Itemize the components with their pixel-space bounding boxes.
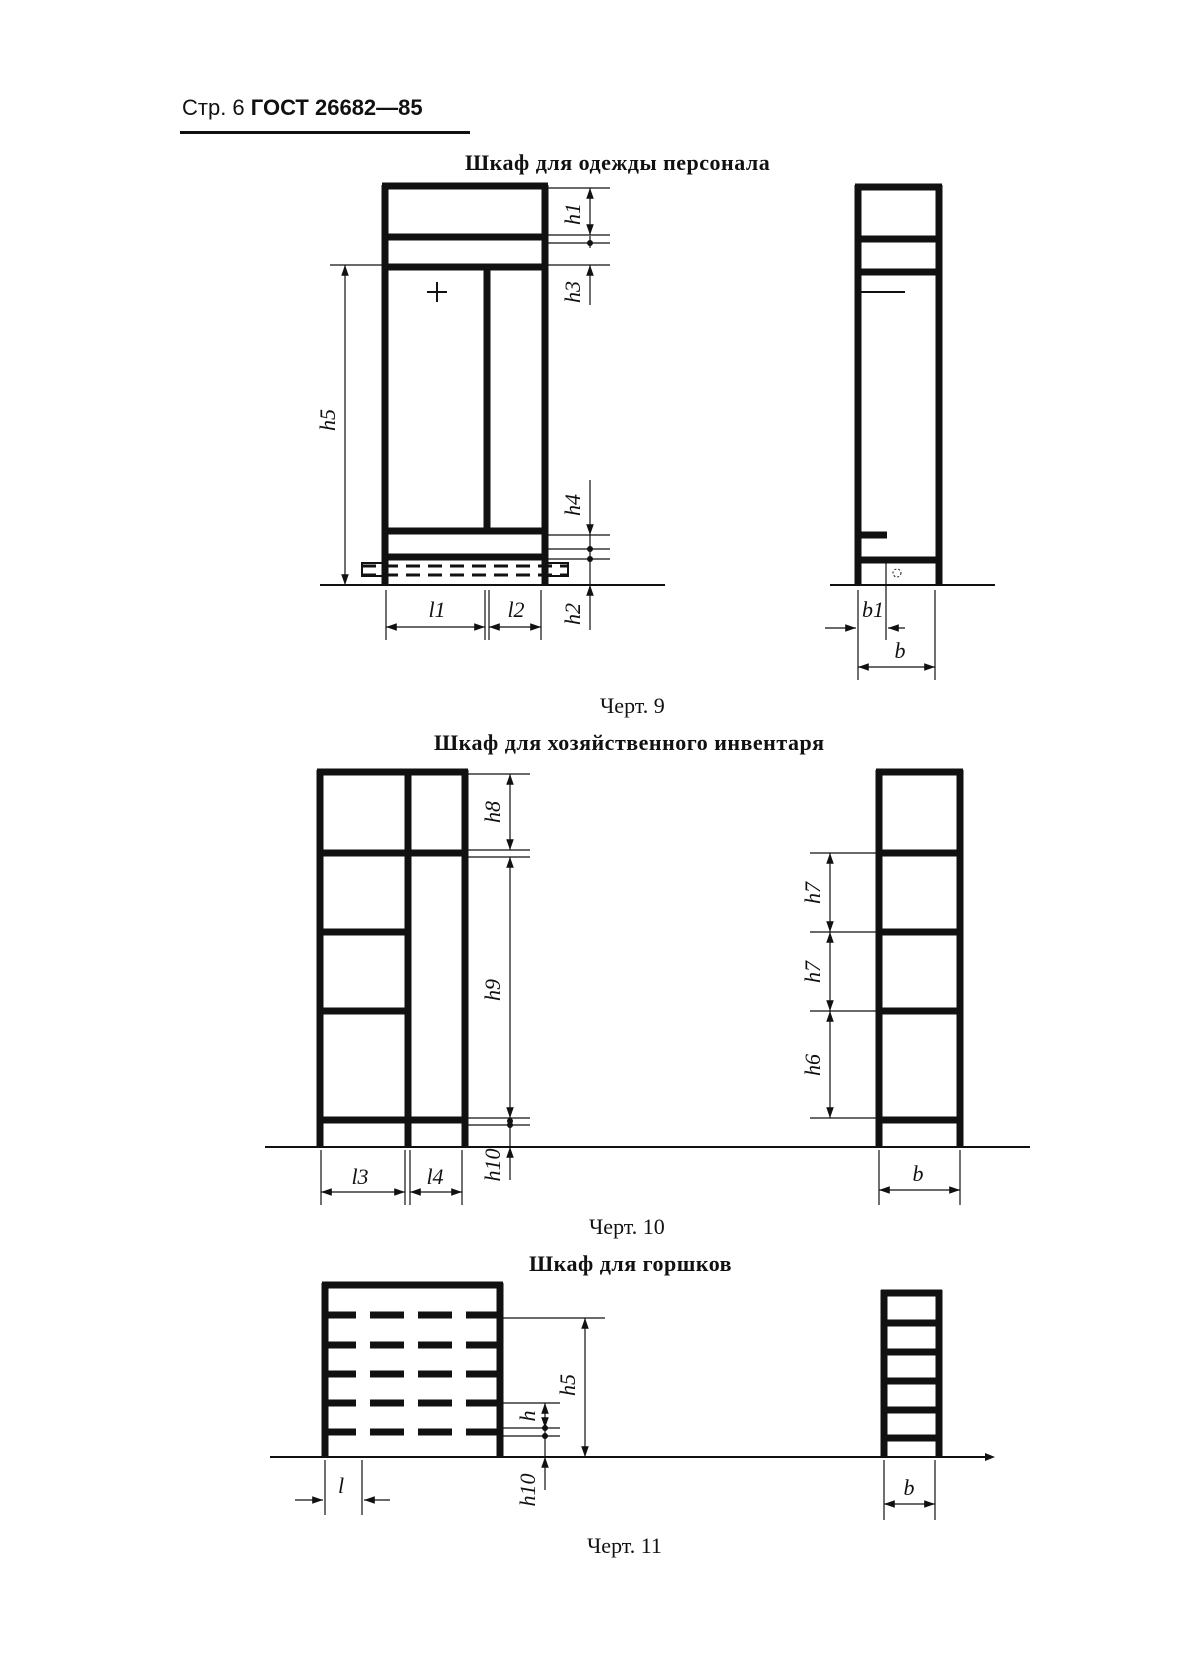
label-h3: h3 bbox=[560, 281, 585, 303]
label-b1: b1 bbox=[862, 597, 884, 622]
figure-9-caption: Черт. 9 bbox=[600, 693, 665, 718]
figure-10-front-labels bbox=[351, 801, 505, 1189]
label-h5: h5 bbox=[555, 1374, 580, 1396]
label-h1: h1 bbox=[560, 203, 585, 225]
label-h9: h9 bbox=[480, 979, 505, 1001]
label-h7-upper: h7 bbox=[800, 882, 825, 904]
figure-9-side-view bbox=[825, 185, 995, 680]
label-l2: l2 bbox=[507, 597, 525, 622]
figure-11-side-labels bbox=[904, 1475, 915, 1500]
label-b: b bbox=[894, 638, 906, 663]
figure-11-front-labels bbox=[338, 1374, 580, 1507]
figure-10-front-view bbox=[265, 770, 1030, 1205]
figure-11-title: Шкаф для горшков bbox=[529, 1251, 733, 1276]
label-h6: h6 bbox=[800, 1054, 825, 1076]
figure-10-side-view bbox=[810, 770, 963, 1205]
label-l4: l4 bbox=[426, 1164, 444, 1189]
label-h: h bbox=[515, 1410, 540, 1422]
figure-9-title: Шкаф для одежды персонала bbox=[465, 150, 771, 175]
page-number: Стр. 6 bbox=[182, 95, 245, 120]
label-h10: h10 bbox=[515, 1473, 540, 1507]
label-h5: h5 bbox=[315, 409, 340, 431]
figure-11-front-view bbox=[270, 1283, 985, 1515]
figure-10-caption: Черт. 10 bbox=[589, 1214, 665, 1239]
label-b: b bbox=[912, 1161, 924, 1186]
label-l1: l1 bbox=[428, 597, 446, 622]
figure-9-side-labels bbox=[862, 597, 906, 663]
label-h10: h10 bbox=[480, 1148, 505, 1182]
label-b: b bbox=[903, 1475, 915, 1500]
standard-number: ГОСТ 26682—85 bbox=[250, 95, 423, 120]
label-h8: h8 bbox=[480, 801, 505, 823]
label-h4: h4 bbox=[560, 494, 585, 516]
figure-11-caption: Черт. 11 bbox=[587, 1533, 662, 1558]
label-l: l bbox=[337, 1473, 345, 1498]
figure-9-front-view bbox=[320, 185, 665, 640]
label-h7-lower: h7 bbox=[800, 961, 825, 983]
figure-10-title: Шкаф для хозяйственного инвентаря bbox=[434, 730, 825, 755]
figure-10-side-labels bbox=[800, 881, 924, 1186]
figure-11-side-view bbox=[881, 1290, 995, 1520]
label-l3: l3 bbox=[351, 1164, 369, 1189]
label-h2: h2 bbox=[560, 603, 585, 625]
